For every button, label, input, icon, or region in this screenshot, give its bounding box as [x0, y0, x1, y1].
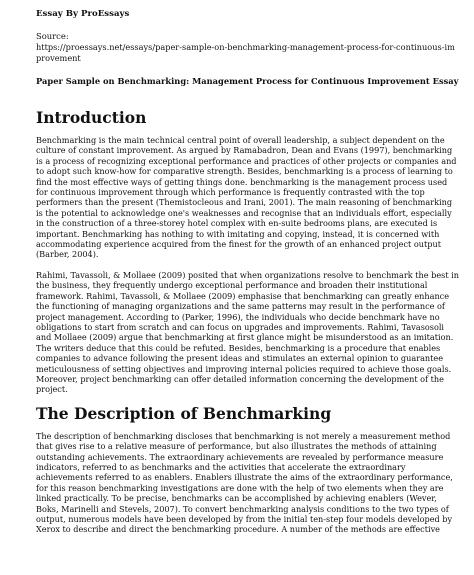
section-heading-description: The Description of Benchmarking — [36, 403, 332, 423]
brand-line: Essay By ProEssays — [36, 9, 130, 19]
intro-paragraph-2: Rahimi, Tavassoli, & Mollaee (2009) posited that when organizations resolve to benchmark the best in the business, they frequently undergo exceptional performance and broaden their institutional framework. Rahimi, Tavassoli, & Mollaee (2009) emphasise that benchmarking can greatly enhance the functioning of managing organizations and the same patterns may result in the performance of project management. According to (Parker, 1996), the individuals who decide benchmark have no obligations to start from scratch and can focus on upgrades and improvements. Rahimi, Tavasosoli and Mollaee (2009) argue that benchmarking at first glance might be misunderstood as an imitation. The writers deduce that this could be refuted. Besides, benchmarking is a procedure that enables companies to advance following the present ideas and stimulates an external opinion to guarantee meticulousness of setting objectives and improving internal policies required to achieve those goals. Moreover, project benchmarking can offer detailed information concerning the development of the project. — [36, 269, 459, 395]
intro-paragraph-1: Benchmarking is the main technical central point of overall leadership, a subject dependent on the culture of constant improvement. As argued by Ramabadron, Dean and Evans (1997), benchmarking is a process of recognizing exceptional performance and practices of other projects or companies and to adopt such know-how for comparative strength. Besides, benchmarking is a process of learning to find the most effective ways of getting things done. benchmarking is the management process used for continuous improvement through which performance is frequently contrasted with the top performers than the present (Themistocleous and Irani, 2001). The main reasoning of benchmarking is the potential to acknowledge one's weaknesses and recognise that an individuals effort, especially in the construction of a three-storey hotel complex with en-suite bedrooms plans, are executed is important. Benchmarking has nothing to with imitating and copying, instead, it is concerned with accommodating experience acquired from the finest for the growth of an enhanced project output (Barber, 2004). — [36, 135, 457, 260]
source-url[interactable]: https://proessays.net/essays/paper-sample-on-benchmarking-management-process-for-continuous-improvement — [36, 42, 455, 63]
source-label: Source: — [36, 31, 69, 41]
document-title: Paper Sample on Benchmarking: Management Process for Continuous Improvement Essay — [36, 76, 459, 86]
description-paragraph-1: The description of benchmarking discloses that benchmarking is not merely a measurement method that gives rise to a relative measure of performance, but also illustrates the methods of attaining outstanding achievements. The extraordinary achievements are revealed by performance measure indicators, referred to as benchmarks and the activities that accelerate the extraordinary achievements referred to as enablers. Enablers illustrate the aims of the extraordinary performance, for this reason benchmarking investigations are done with the help of two elements when they are linked practically. To be precise, benchmarks can be accomplished by achieving enablers (Wever, Boks, Marinelli and Stevels, 2007). To convert benchmarking analysis conditions to the two types of output, numerous models have been developed by from the initial ten-step four models developed by Xerox to describe and direct the benchmarking procedure. A number of the methods are effective — [36, 430, 453, 535]
section-heading-introduction: Introduction — [36, 108, 147, 127]
